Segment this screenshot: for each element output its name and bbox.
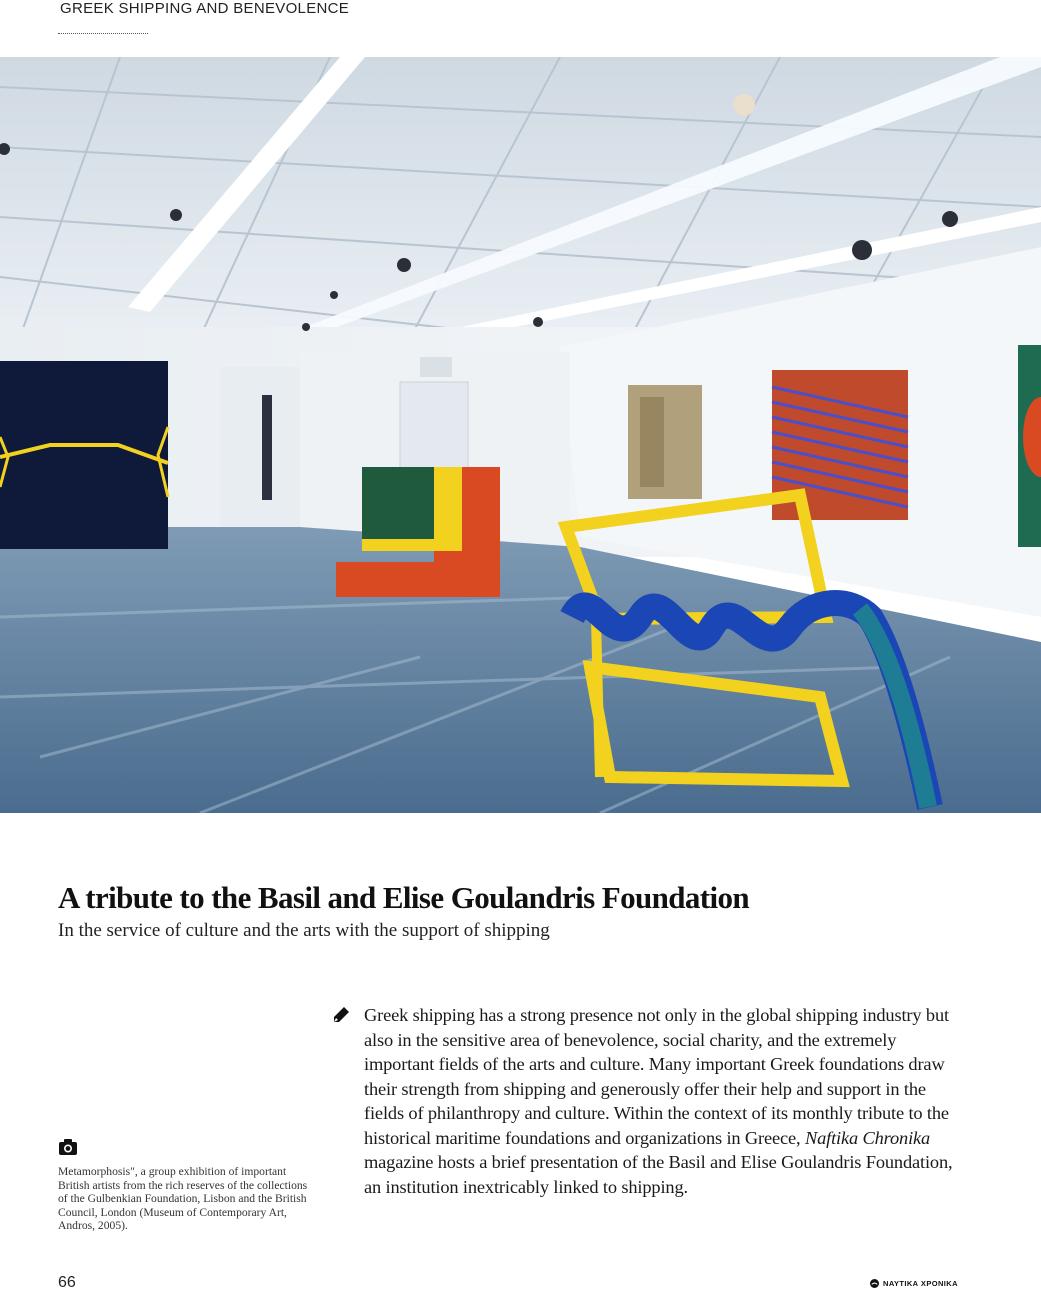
pencil-icon [332, 1006, 350, 1024]
painting-beige [628, 385, 702, 499]
camera-icon [58, 1138, 78, 1156]
page-number: 66 [58, 1274, 76, 1291]
magazine-name: Naftika Chronika [804, 1127, 931, 1148]
brand-logo-icon [870, 1279, 879, 1288]
article-title: A tribute to the Basil and Elise Goulandris Foundation [58, 880, 750, 915]
section-label: GREEK SHIPPING AND BENEVOLENCE [60, 0, 350, 17]
photo-caption: Metamorphosis", a group exhibition of important British artists from the rich reserves of the collections of the Gulbenkian Foundation, Lisbon and the British Council, London (Museum of Contemporary Art, Andros, 2005). [58, 1165, 308, 1233]
article-subtitle: In the service of culture and the arts with the support of shipping [58, 920, 550, 941]
footer-brand [870, 1279, 958, 1288]
body-text-part-2: magazine hosts a brief presentation of the Basil and Elise Goulandris Foundation, an institution inextricably linked to shipping. [364, 1152, 953, 1197]
article-body [364, 1003, 954, 1199]
brand-name: ΝΑΥΤΙΚΑ ΧΡΟΝΙΚΑ [883, 1279, 958, 1288]
section-divider [58, 33, 148, 34]
gallery-photo [0, 57, 1041, 813]
body-text-part-1: Greek shipping has a strong presence not only in the global shipping industry but also in the sensitive area of benevolence, social charity, and the extremely important fields of the arts and culture. Many important Greek foundations draw their strength from shipping and generously offer their help and support in the fields of philanthropy and culture. Within the context of its monthly tribute to the historical maritime foundations and organizations in Greece, [364, 1005, 949, 1148]
